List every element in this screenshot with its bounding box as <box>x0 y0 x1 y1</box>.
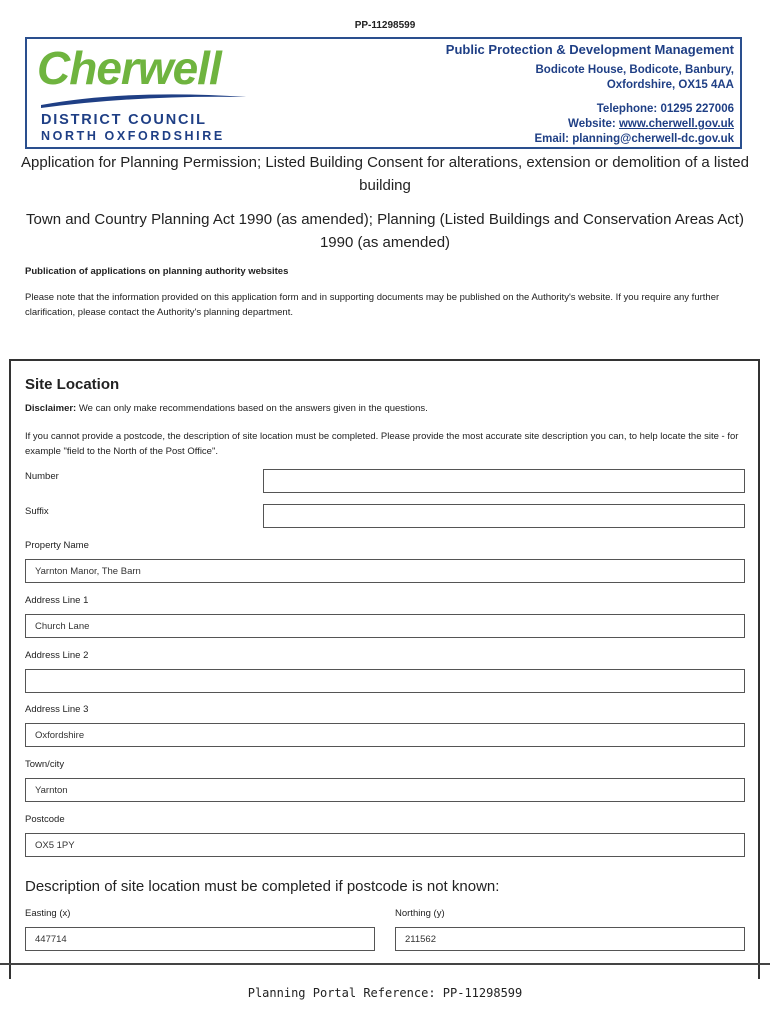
town-city-input[interactable] <box>25 778 745 802</box>
page-divider <box>0 963 770 965</box>
address-line-3-label: Address Line 3 <box>25 704 89 715</box>
publication-heading: Publication of applications on planning authority websites <box>25 266 289 277</box>
logo-district-council: DISTRICT COUNCIL <box>41 112 207 128</box>
form-legislation: Town and Country Planning Act 1990 (as amended); Planning (Listed Buildings and Conservation Areas Act) 1990 (as amended) <box>26 211 744 251</box>
department-name: Public Protection & Development Management <box>445 42 734 57</box>
address-line-2-label: Address Line 2 <box>25 650 89 661</box>
top-reference: PP-11298599 <box>354 20 416 31</box>
section-title: Site Location <box>25 376 120 393</box>
postcode-note: If you cannot provide a postcode, the description of site location must be completed. Please provide the most accurate site description you can, to help locate the site - for example "field to the North of the Post Office". <box>25 431 739 457</box>
contact-block <box>446 42 734 147</box>
suffix-input[interactable] <box>263 504 745 528</box>
publication-text: Please note that the information provided on this application form and in supporting documents may be published on the Authority's website. If you require any further clarification, please contact the Authority's planning department. <box>25 292 720 318</box>
logo-swoosh-icon <box>39 91 249 109</box>
address-line-3-input[interactable] <box>25 723 745 747</box>
footer-reference: Planning Portal Reference: PP-11298599 <box>247 986 523 1000</box>
disclaimer <box>25 403 428 414</box>
address-line-1-label: Address Line 1 <box>25 595 89 606</box>
address-line-1: Bodicote House, Bodicote, Banbury, <box>535 64 734 76</box>
postcode-input[interactable] <box>25 833 745 857</box>
property-name-input[interactable] <box>25 559 745 583</box>
address-line-2: Oxfordshire, OX15 4AA <box>606 79 734 91</box>
easting-label: Easting (x) <box>25 908 71 919</box>
website-label: Website: <box>568 118 616 130</box>
council-header <box>25 37 742 149</box>
easting-input[interactable] <box>25 927 375 951</box>
logo-north-oxfordshire: NORTH OXFORDSHIRE <box>41 129 225 143</box>
disclaimer-text: We can only make recommendations based on the answers given in the questions. <box>76 403 428 414</box>
site-description-heading: Description of site location must be completed if postcode is not known: <box>25 878 500 895</box>
address-line-2-input[interactable] <box>25 669 745 693</box>
suffix-label: Suffix <box>25 506 49 517</box>
northing-label: Northing (y) <box>395 908 445 919</box>
website-row <box>446 117 734 132</box>
northing-input[interactable] <box>395 927 745 951</box>
telephone: Telephone: 01295 227006 <box>596 103 734 115</box>
address-line-1-input[interactable] <box>25 614 745 638</box>
number-input[interactable] <box>263 469 745 493</box>
town-city-label: Town/city <box>25 759 65 770</box>
disclaimer-label: Disclaimer: <box>25 403 77 414</box>
logo-wordmark: Cherwell <box>37 42 221 94</box>
form-title: Application for Planning Permission; Listed Building Consent for alterations, extension or demolition of a listed building <box>21 154 749 194</box>
email: Email: planning@cherwell-dc.gov.uk <box>534 133 734 145</box>
postcode-label: Postcode <box>25 814 65 825</box>
website-link[interactable]: www.cherwell.gov.uk <box>618 118 734 130</box>
property-name-label: Property Name <box>25 540 89 551</box>
number-label: Number <box>25 471 59 482</box>
